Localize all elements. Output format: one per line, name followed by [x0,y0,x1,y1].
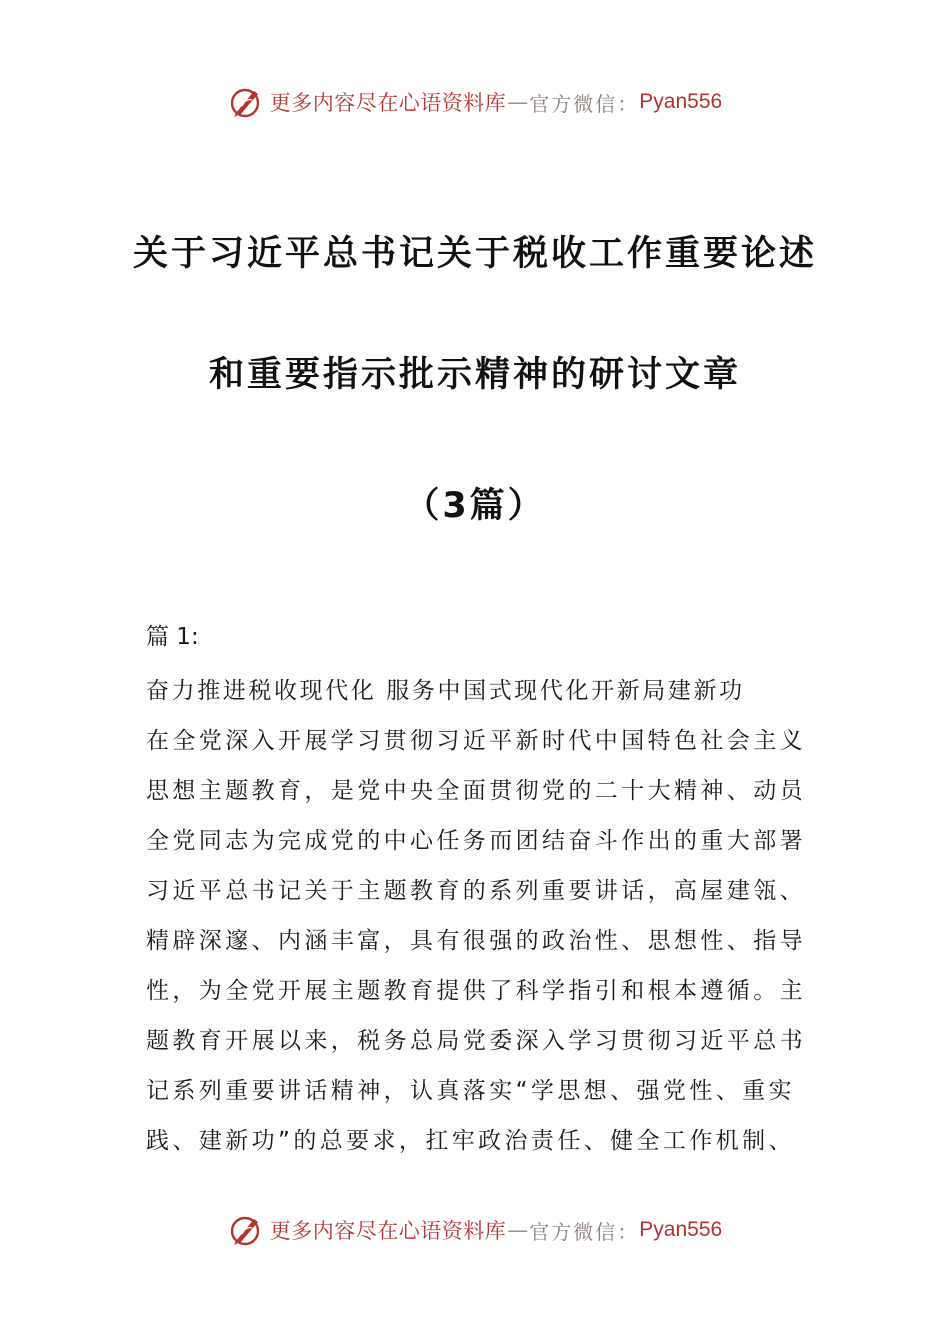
document-title-line-1: 关于习近平总书记关于税收工作重要论述 [132,234,817,274]
section-label: 篇 1: [146,624,199,650]
header-banner [0,80,950,124]
banner-handle: Pyan556 [639,90,723,113]
body-line: 题教育开展以来，税务总局党委深入学习贯彻习近平总书 [146,1028,806,1054]
banner-dash: — [507,1218,529,1242]
banner-label: 官方微信： [529,1219,640,1244]
pen-in-circle-icon [228,1212,264,1248]
body-line: 在全党深入开展学习贯彻习近平新时代中国特色社会主义 [146,728,806,754]
document-title-line-2: 和重要指示批示精神的研讨文章 [208,355,741,395]
body-line: 记系列重要讲话精神，认真落实“学思想、强党性、重实 [146,1078,795,1104]
banner-text: 更多内容尽在心语资料库 [269,1219,507,1243]
article-subtitle: 奋力推进税收现代化 服务中国式现代化开新局建新功 [146,678,745,704]
banner-text: 更多内容尽在心语资料库 [269,91,507,115]
body-line: 精辟深邃、内涵丰富，具有很强的政治性、思想性、指导 [146,928,806,954]
banner-handle: Pyan556 [639,1218,723,1241]
document-title-count: （3篇） [404,486,546,526]
pen-in-circle-icon [228,84,264,120]
document-body [146,616,806,1166]
banner-dash: — [507,90,529,114]
body-line: 全党同志为完成党的中心任务而团结奋斗作出的重大部署 [146,828,806,854]
body-line: 性，为全党开展主题教育提供了科学指引和根本遵循。主 [146,978,806,1004]
body-line: 践、建新功”的总要求，扛牢政治责任、健全工作机制、 [146,1128,795,1154]
body-line: 思想主题教育，是党中央全面贯彻党的二十大精神、动员 [146,778,806,804]
banner-label: 官方微信： [529,91,640,116]
footer-banner [0,1208,950,1252]
body-line: 习近平总书记关于主题教育的系列重要讲话，高屋建瓴、 [146,878,806,904]
